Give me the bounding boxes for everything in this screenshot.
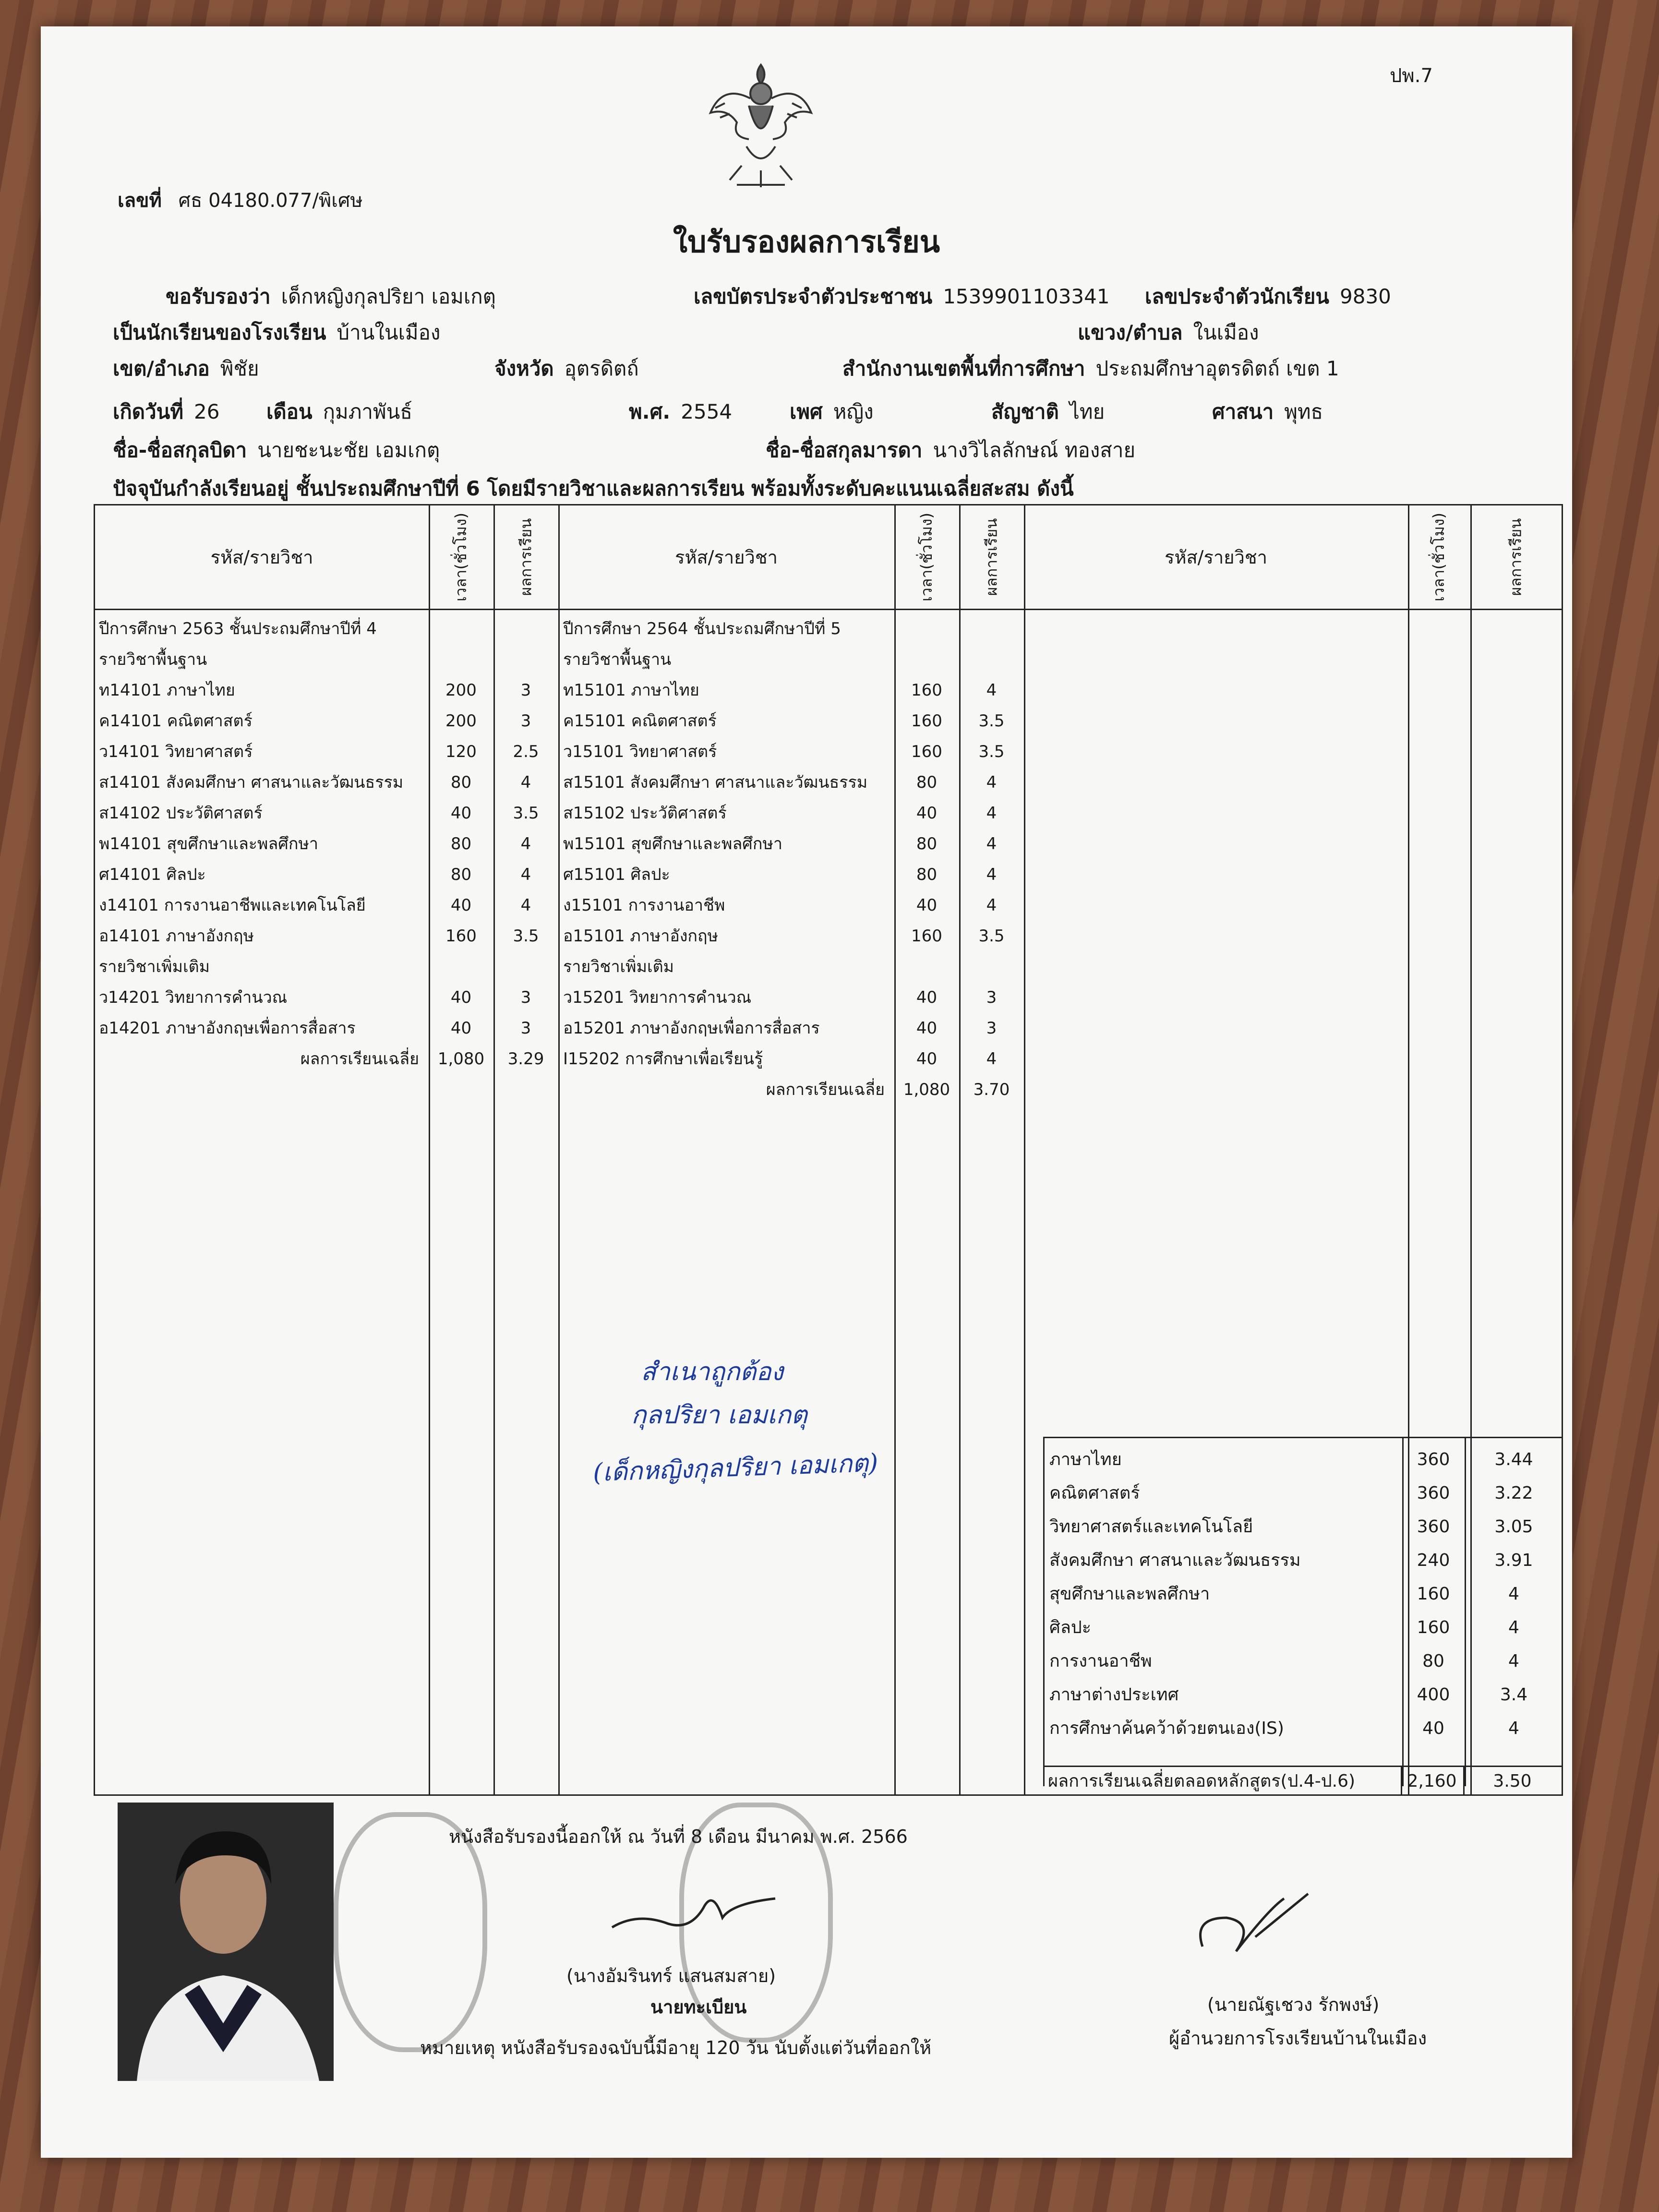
subject-hours: 160 bbox=[911, 742, 942, 761]
handwritten-certified-copy: สำเนาถูกต้อง bbox=[641, 1358, 783, 1386]
certify-label: ขอรับรองว่า bbox=[166, 285, 271, 308]
subdistrict bbox=[1078, 317, 1259, 349]
subject-hours: 160 bbox=[445, 926, 477, 946]
subject-grade: 3.5 bbox=[513, 926, 539, 946]
school-label: เป็นนักเรียนของโรงเรียน bbox=[113, 321, 326, 344]
birth-day-label: เกิดวันที่ bbox=[113, 400, 184, 423]
certificate-paper bbox=[41, 26, 1572, 2158]
current-status: ปัจจุบันกำลังเรียนอยู่ ชั้นประถมศึกษาปีที่ 6 โดยมีรายวิชาและผลการเรียน พร้อมทั้งระดับคะแนนเฉลี่ยสะสม ดังนี้ bbox=[113, 477, 1074, 500]
registrar-signature-icon bbox=[607, 1875, 780, 1942]
subject-name: ท15101 ภาษาไทย bbox=[563, 681, 699, 700]
student-photo bbox=[118, 1803, 334, 2081]
sex-value: หญิง bbox=[833, 400, 874, 423]
religion bbox=[1212, 396, 1323, 428]
average-label: ผลการเรียนเฉลี่ย bbox=[300, 1049, 419, 1069]
province-label: จังหวัด bbox=[494, 357, 554, 380]
subject-grade: 2.5 bbox=[513, 742, 539, 761]
summary-group: สุขศึกษาและพลศึกษา bbox=[1049, 1584, 1210, 1604]
subject-grade: 3.5 bbox=[978, 742, 1005, 761]
average-label: ผลการเรียนเฉลี่ย bbox=[766, 1080, 885, 1099]
nationality bbox=[991, 396, 1105, 428]
average-grade: 3.29 bbox=[507, 1049, 544, 1069]
subject-name: ค14101 คณิตศาสตร์ bbox=[99, 711, 252, 731]
subdistrict-value: ในเมือง bbox=[1193, 321, 1259, 344]
year-title: ปีการศึกษา 2563 ชั้นประถมศึกษาปีที่ 4 bbox=[99, 619, 377, 638]
garuda-emblem-icon bbox=[703, 55, 818, 194]
summary-row bbox=[1045, 1510, 1563, 1544]
form-code: ปพ.7 bbox=[1390, 65, 1433, 87]
religion-label: ศาสนา bbox=[1212, 400, 1274, 423]
subject-hours: 200 bbox=[445, 681, 477, 700]
sex-label: เพศ bbox=[790, 400, 823, 423]
summary-group: สังคมศึกษา ศาสนาและวัฒนธรรม bbox=[1049, 1551, 1301, 1570]
summary-grade: 3.4 bbox=[1500, 1685, 1528, 1705]
school-line bbox=[113, 317, 440, 349]
subject-hours: 40 bbox=[450, 896, 472, 915]
subject-name: อ15101 ภาษาอังกฤษ bbox=[563, 926, 718, 946]
subject-grade: 4 bbox=[986, 1049, 997, 1069]
subject-name: ค15101 คณิตศาสตร์ bbox=[563, 711, 717, 731]
grades-table bbox=[94, 504, 1563, 1796]
subject-grade: 3.5 bbox=[513, 804, 539, 823]
education-office bbox=[842, 353, 1339, 385]
summary-row bbox=[1045, 1678, 1563, 1712]
subject-hours: 80 bbox=[916, 834, 938, 854]
gpa-value: 3.50 bbox=[1493, 1771, 1532, 1791]
subject-name: ส15102 ประวัติศาสตร์ bbox=[563, 804, 727, 823]
extra-subjects-label: รายวิชาเพิ่มเติม bbox=[563, 957, 674, 976]
summary-hours: 40 bbox=[1422, 1719, 1444, 1738]
student-number-value: 9830 bbox=[1340, 285, 1391, 308]
subject-grade: 4 bbox=[986, 804, 997, 823]
subject-grade: 4 bbox=[986, 681, 997, 700]
summary-group: คณิตศาสตร์ bbox=[1049, 1483, 1140, 1503]
subject-grade: 3 bbox=[520, 681, 531, 700]
subject-hours: 80 bbox=[450, 865, 472, 884]
basic-subjects-label: รายวิชาพื้นฐาน bbox=[563, 650, 672, 669]
school-value: บ้านในเมือง bbox=[337, 321, 441, 344]
subject-hours: 40 bbox=[916, 896, 938, 915]
province-value: อุตรดิตถ์ bbox=[564, 357, 639, 380]
summary-hours: 240 bbox=[1417, 1551, 1450, 1570]
student-name: เด็กหญิงกุลปริยา เอมเกตุ bbox=[281, 285, 496, 308]
summary-group: วิทยาศาสตร์และเทคโนโลยี bbox=[1049, 1517, 1253, 1537]
summary-row bbox=[1045, 1477, 1563, 1510]
header-hours-3: เวลา(ชั่วโมง) bbox=[1430, 512, 1448, 602]
subject-grade: 3.5 bbox=[978, 711, 1005, 731]
average-hours: 1,080 bbox=[903, 1080, 950, 1099]
summary-row bbox=[1045, 1577, 1563, 1611]
summary-row bbox=[1045, 1544, 1563, 1577]
student-number-label: เลขประจำตัวนักเรียน bbox=[1145, 285, 1330, 308]
subject-grade: 4 bbox=[520, 773, 531, 792]
summary-group: ศิลปะ bbox=[1049, 1618, 1092, 1637]
subject-grade: 3 bbox=[520, 1019, 531, 1038]
education-office-label: สำนักงานเขตพื้นที่การศึกษา bbox=[842, 357, 1085, 380]
subject-name: ศ15101 ศิลปะ bbox=[563, 865, 670, 884]
summary-hours: 160 bbox=[1417, 1618, 1450, 1637]
certify-line bbox=[166, 281, 496, 313]
header-hours-1: เวลา(ชั่วโมง) bbox=[452, 512, 470, 602]
document-number-value: ศธ 04180.077/พิเศษ bbox=[178, 190, 363, 212]
subject-name: ส15101 สังคมศึกษา ศาสนาและวัฒนธรรม bbox=[563, 773, 868, 792]
subject-hours: 80 bbox=[450, 773, 472, 792]
summary-hours: 80 bbox=[1422, 1651, 1444, 1671]
summary-hours: 360 bbox=[1417, 1483, 1450, 1503]
subject-hours: 120 bbox=[445, 742, 477, 761]
average-hours: 1,080 bbox=[437, 1049, 485, 1069]
summary-grade: 3.05 bbox=[1494, 1517, 1533, 1537]
subject-name: อ14201 ภาษาอังกฤษเพื่อการสื่อสาร bbox=[99, 1019, 356, 1038]
birth-year-value: 2554 bbox=[681, 400, 733, 423]
birth-month-label: เดือน bbox=[266, 400, 313, 423]
subject-hours: 40 bbox=[450, 1019, 472, 1038]
registrar-name: (นางอัมรินทร์ แสนสมสาย) bbox=[566, 1965, 776, 1986]
subject-name: พ14101 สุขศึกษาและพลศึกษา bbox=[99, 834, 318, 854]
id-card-label: เลขบัตรประจำตัวประชาชน bbox=[694, 285, 933, 308]
student-number bbox=[1145, 281, 1391, 313]
document-number-label: เลขที่ bbox=[118, 190, 162, 212]
subject-grade: 3 bbox=[986, 988, 997, 1007]
subject-hours: 40 bbox=[916, 1049, 938, 1069]
subject-name: ศ14101 ศิลปะ bbox=[99, 865, 206, 884]
father bbox=[113, 434, 440, 466]
subject-hours: 40 bbox=[916, 1019, 938, 1038]
summary-box bbox=[1043, 1437, 1563, 1786]
header-subject-3: รหัส/รายวิชา bbox=[1165, 547, 1267, 568]
summary-grade: 4 bbox=[1508, 1584, 1519, 1604]
summary-grade: 3.22 bbox=[1494, 1483, 1533, 1503]
summary-group: ภาษาไทย bbox=[1049, 1450, 1122, 1469]
subject-grade: 3 bbox=[520, 711, 531, 731]
summary-grade: 4 bbox=[1508, 1651, 1519, 1671]
validity-note: หมายเหตุ หนังสือรับรองฉบับนี้มีอายุ 120 วัน นับตั้งแต่วันที่ออกให้ bbox=[420, 2037, 932, 2058]
subject-grade: 4 bbox=[986, 834, 997, 854]
birth-day bbox=[113, 396, 220, 428]
province bbox=[494, 353, 639, 385]
sex bbox=[790, 396, 874, 428]
summary-row bbox=[1045, 1645, 1563, 1678]
director-name: (นายณัฐเชวง รักพงษ์) bbox=[1207, 1994, 1380, 2015]
subject-name: ส14101 สังคมศึกษา ศาสนาและวัฒนธรรม bbox=[99, 773, 404, 792]
subject-grade: 3.5 bbox=[978, 926, 1005, 946]
id-card-value: 1539901103341 bbox=[943, 285, 1110, 308]
summary-group: ภาษาต่างประเทศ bbox=[1049, 1685, 1179, 1705]
header-subject-1: รหัส/รายวิชา bbox=[210, 547, 313, 568]
father-label: ชื่อ-ชื่อสกุลบิดา bbox=[113, 438, 247, 462]
id-card bbox=[694, 281, 1110, 313]
religion-value: พุทธ bbox=[1284, 400, 1323, 423]
header-grade-1: ผลการเรียน bbox=[517, 518, 535, 596]
nationality-value: ไทย bbox=[1069, 400, 1105, 423]
district-value: พิชัย bbox=[220, 357, 259, 380]
summary-row bbox=[1045, 1611, 1563, 1645]
summary-grade: 3.91 bbox=[1494, 1551, 1533, 1570]
birth-day-value: 26 bbox=[194, 400, 220, 423]
handwritten-name: กุลปริยา เอมเกตุ bbox=[631, 1401, 807, 1430]
average-grade: 3.70 bbox=[973, 1080, 1010, 1099]
header-hours-2: เวลา(ชั่วโมง) bbox=[917, 512, 936, 602]
subject-grade: 4 bbox=[520, 896, 531, 915]
subject-name: ว15101 วิทยาศาสตร์ bbox=[563, 742, 717, 761]
subject-grade: 4 bbox=[986, 896, 997, 915]
subject-name: ง14101 การงานอาชีพและเทคโนโลยี bbox=[99, 896, 366, 915]
subject-name: I15202 การศึกษาเพื่อเรียนรู้ bbox=[563, 1049, 763, 1069]
gpa-hours: 2,160 bbox=[1407, 1771, 1457, 1791]
district bbox=[113, 353, 259, 385]
subdistrict-label: แขวง/ตำบล bbox=[1078, 321, 1183, 344]
header-grade-2: ผลการเรียน bbox=[982, 518, 1001, 596]
summary-hours: 160 bbox=[1417, 1584, 1450, 1604]
subject-name: ส14102 ประวัติศาสตร์ bbox=[99, 804, 263, 823]
subject-hours: 160 bbox=[911, 711, 942, 731]
subject-grade: 4 bbox=[986, 773, 997, 792]
summary-row bbox=[1045, 1443, 1563, 1477]
subject-grade: 4 bbox=[986, 865, 997, 884]
subject-hours: 40 bbox=[916, 804, 938, 823]
birth-month-value: กุมภาพันธ์ bbox=[323, 400, 412, 423]
summary-grade: 4 bbox=[1508, 1719, 1519, 1738]
issue-date: หนังสือรับรองนี้ออกให้ ณ วันที่ 8 เดือน มีนาคม พ.ศ. 2566 bbox=[449, 1826, 908, 1847]
mother bbox=[766, 434, 1135, 466]
year-title: ปีการศึกษา 2564 ชั้นประถมศึกษาปีที่ 5 bbox=[563, 619, 841, 638]
page-title: ใบรับรองผลการเรียน bbox=[673, 224, 940, 259]
mother-value: นางวิไลลักษณ์ ทองสาย bbox=[933, 438, 1136, 462]
subject-grade: 4 bbox=[520, 865, 531, 884]
father-value: นายชะนะชัย เอมเกตุ bbox=[257, 438, 440, 462]
subject-hours: 200 bbox=[445, 711, 477, 731]
subject-grade: 4 bbox=[520, 834, 531, 854]
nationality-label: สัญชาติ bbox=[991, 400, 1059, 423]
summary-grade: 3.44 bbox=[1494, 1450, 1533, 1469]
summary-hours: 400 bbox=[1417, 1685, 1450, 1705]
subject-hours: 80 bbox=[916, 865, 938, 884]
mother-label: ชื่อ-ชื่อสกุลมารดา bbox=[766, 438, 923, 462]
subject-name: ว15201 วิทยาการคำนวณ bbox=[563, 988, 752, 1007]
director-title: ผู้อำนวยการโรงเรียนบ้านในเมือง bbox=[1169, 2028, 1427, 2049]
subject-grade: 3 bbox=[520, 988, 531, 1007]
header-subject-2: รหัส/รายวิชา bbox=[675, 547, 778, 568]
subject-hours: 160 bbox=[911, 681, 942, 700]
subject-hours: 40 bbox=[450, 804, 472, 823]
summary-hours: 360 bbox=[1417, 1517, 1450, 1537]
gpa-row bbox=[1043, 1766, 1562, 1796]
birth-year-label: พ.ศ. bbox=[629, 400, 671, 423]
extra-subjects-label: รายวิชาเพิ่มเติม bbox=[99, 957, 210, 976]
subject-name: อ14101 ภาษาอังกฤษ bbox=[99, 926, 254, 946]
summary-group: การศึกษาค้นคว้าด้วยตนเอง(IS) bbox=[1049, 1719, 1284, 1738]
subject-grade: 3 bbox=[986, 1019, 997, 1038]
header-grade-3: ผลการเรียน bbox=[1506, 518, 1525, 596]
subject-name: ง15101 การงานอาชีพ bbox=[563, 896, 725, 915]
document-number bbox=[118, 185, 363, 216]
handwritten-full-name: (เด็กหญิงกุลปริยา เอมเกตุ) bbox=[592, 1448, 879, 1488]
subject-name: อ15201 ภาษาอังกฤษเพื่อการสื่อสาร bbox=[563, 1019, 820, 1038]
education-office-value: ประถมศึกษาอุตรดิตถ์ เขต 1 bbox=[1095, 357, 1339, 380]
subject-hours: 40 bbox=[916, 988, 938, 1007]
registrar-title: นายทะเบียน bbox=[650, 1996, 747, 2018]
subject-hours: 160 bbox=[911, 926, 942, 946]
subject-hours: 80 bbox=[450, 834, 472, 854]
subject-name: พ15101 สุขศึกษาและพลศึกษา bbox=[563, 834, 782, 854]
subject-name: ว14101 วิทยาศาสตร์ bbox=[99, 742, 253, 761]
gpa-label: ผลการเรียนเฉลี่ยตลอดหลักสูตร(ป.4-ป.6) bbox=[1048, 1771, 1356, 1791]
birth-month bbox=[266, 396, 412, 428]
summary-hours: 360 bbox=[1417, 1450, 1450, 1469]
director-signature-icon bbox=[1183, 1889, 1318, 1966]
district-label: เขต/อำเภอ bbox=[113, 357, 210, 380]
summary-row bbox=[1045, 1712, 1563, 1745]
subject-hours: 80 bbox=[916, 773, 938, 792]
student-portrait-icon bbox=[118, 1803, 334, 2081]
summary-grade: 4 bbox=[1508, 1618, 1519, 1637]
subject-name: ท14101 ภาษาไทย bbox=[99, 681, 235, 700]
subject-name: ว14201 วิทยาการคำนวณ bbox=[99, 988, 288, 1007]
basic-subjects-label: รายวิชาพื้นฐาน bbox=[99, 650, 207, 669]
summary-group: การงานอาชีพ bbox=[1049, 1651, 1152, 1671]
subject-hours: 40 bbox=[450, 988, 472, 1007]
birth-year bbox=[629, 396, 732, 428]
